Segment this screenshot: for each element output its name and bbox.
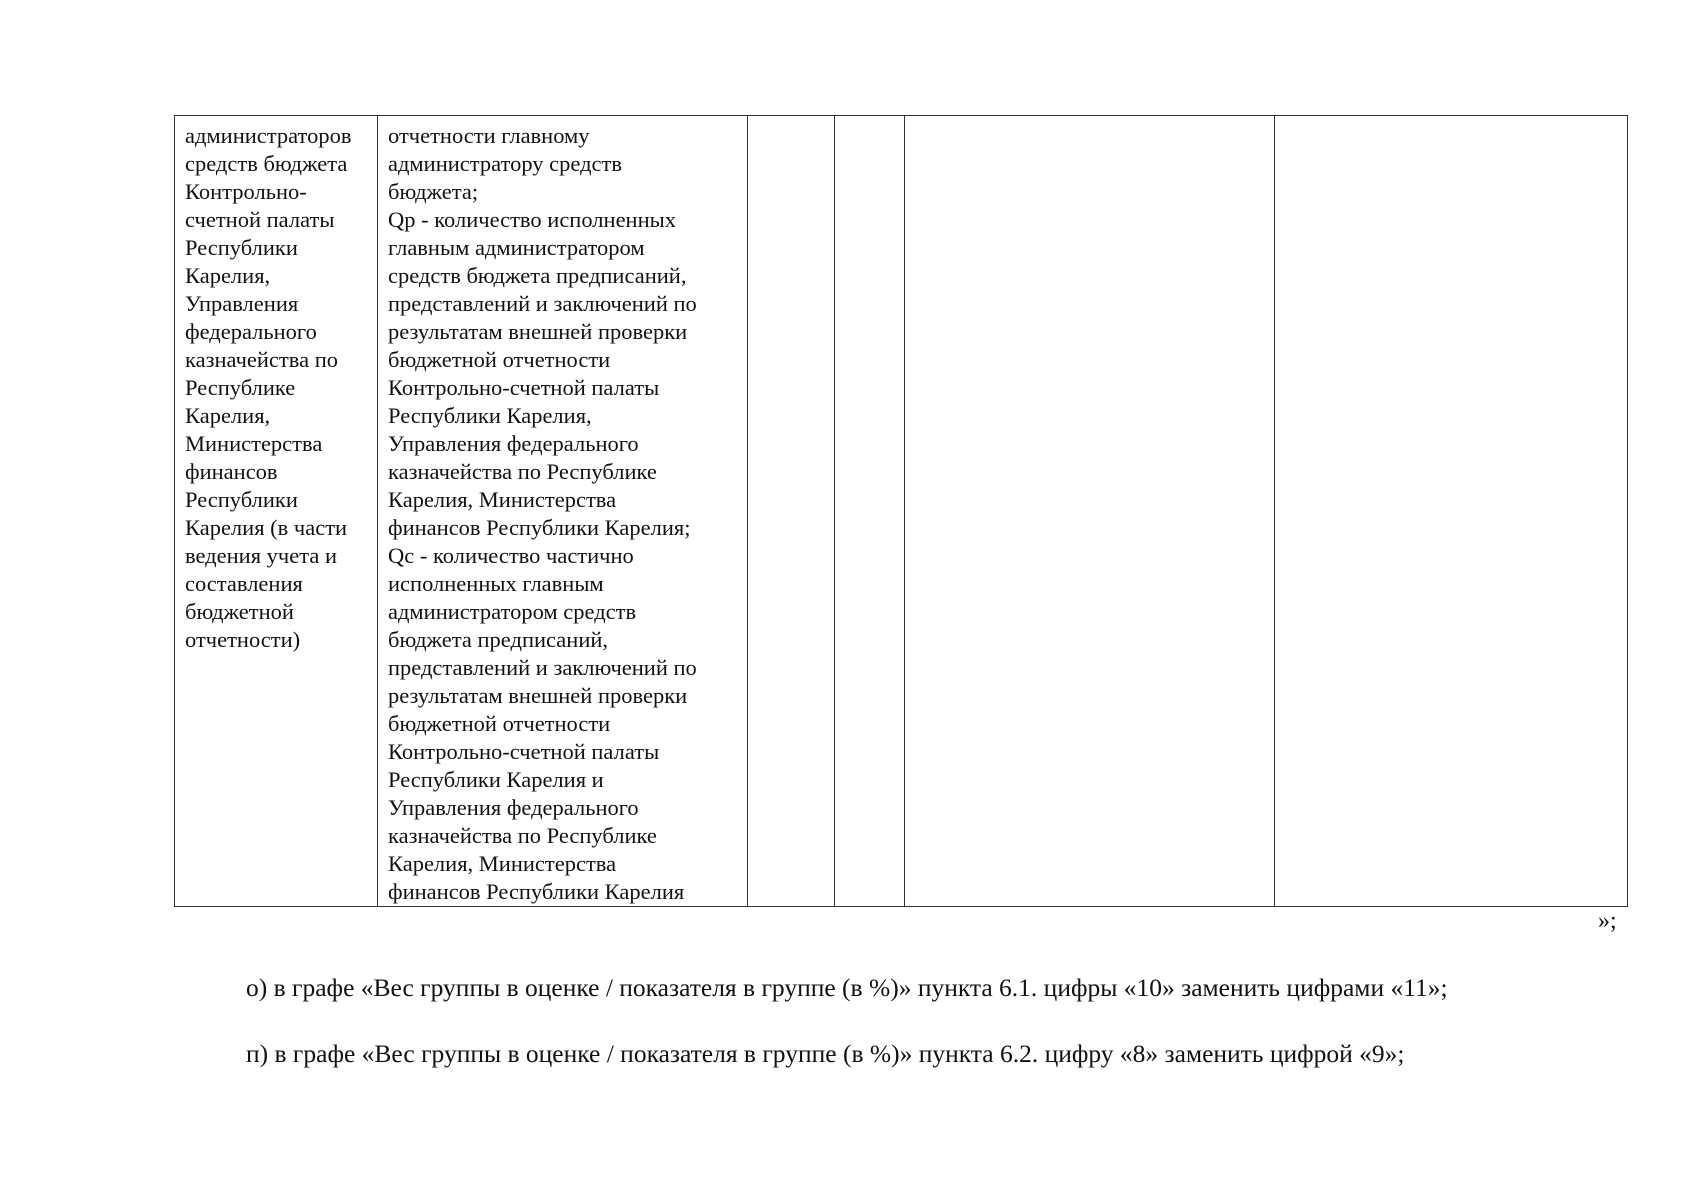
cell-text-line: финансов Республики Карелия [388, 879, 685, 904]
cell-text-line: Республики [185, 235, 298, 260]
cell-text-line: казначейства по Республике [388, 459, 657, 484]
cell-text-line: бюджетной отчетности [388, 347, 611, 372]
cell-formula-description [378, 116, 748, 907]
cell-text-line: составления [185, 571, 303, 596]
cell-text-line: главным администратором [388, 235, 645, 260]
cell-text-line: ведения учета и [185, 543, 337, 568]
cell-text-line: средств бюджета [185, 151, 348, 176]
paragraph-o: о) в графе «Вес группы в оценке / показателя в группе (в %)» пункта 6.1. цифры «10» заменить цифрами «11»; [246, 973, 1448, 1002]
cell-text-line: финансов [185, 459, 278, 484]
cell-text-line: результатам внешней проверки [388, 319, 688, 344]
cell-administrators [175, 116, 378, 907]
cell-text-line: Республике [185, 375, 296, 400]
cell-text-line: Карелия (в части [185, 515, 348, 540]
cell-empty-5 [905, 116, 1275, 907]
cell-text-line: Карелия, [185, 403, 271, 428]
cell-text-line: Министерства [185, 431, 323, 456]
cell-text-line: Карелия, Министерства [388, 487, 617, 512]
cell-text-line: казначейства по [185, 347, 338, 372]
administrators-text [185, 122, 367, 654]
cell-text-line: исполненных главным [388, 571, 604, 596]
cell-text-line: Республики Карелия, [388, 403, 592, 428]
cell-text-line: Карелия, [185, 263, 271, 288]
cell-text-line: администраторов [185, 123, 352, 148]
continuation-table [174, 115, 1628, 907]
paragraph-p: п) в графе «Вес группы в оценке / показателя в группе (в %)» пункта 6.2. цифру «8» заменить цифрой «9»; [246, 1039, 1405, 1068]
cell-text-line: финансов Республики Карелия; [388, 515, 691, 540]
cell-text-line: бюджетной отчетности [388, 711, 611, 736]
cell-text-line: Управления [185, 291, 299, 316]
cell-text-line: представлений и заключений по [388, 655, 697, 680]
closing-quote: »; [1598, 908, 1617, 934]
cell-text-line: бюджетной [185, 599, 294, 624]
cell-text-line: Управления федерального [388, 795, 639, 820]
cell-text-line: бюджета предписаний, [388, 627, 609, 652]
table-row [175, 116, 1628, 907]
cell-empty-4 [835, 116, 905, 907]
cell-text-line: Контрольно- [185, 179, 307, 204]
cell-text-line: представлений и заключений по [388, 291, 697, 316]
cell-text-line: Карелия, Министерства [388, 851, 617, 876]
cell-text-line: Qр - количество исполненных [388, 207, 677, 232]
cell-text-line: Контрольно-счетной палаты [388, 375, 660, 400]
cell-text-line: бюджета; [388, 179, 479, 204]
cell-text-line: Республики [185, 487, 298, 512]
cell-text-line: казначейства по Республике [388, 823, 657, 848]
cell-text-line: администратору средств [388, 151, 622, 176]
cell-text-line: администратором средств [388, 599, 637, 624]
cell-text-line: отчетности) [185, 627, 301, 652]
cell-text-line: счетной палаты [185, 207, 335, 232]
cell-text-line: результатам внешней проверки [388, 683, 688, 708]
formula-description-text [388, 122, 737, 906]
cell-text-line: Qс - количество частично [388, 543, 634, 568]
cell-text-line: Республики Карелия и [388, 767, 604, 792]
cell-text-line: средств бюджета предписаний, [388, 263, 687, 288]
cell-text-line: отчетности главному [388, 123, 590, 148]
cell-text-line: Контрольно-счетной палаты [388, 739, 660, 764]
cell-text-line: федерального [185, 319, 317, 344]
cell-empty-3 [748, 116, 835, 907]
cell-empty-6 [1275, 116, 1628, 907]
cell-text-line: Управления федерального [388, 431, 639, 456]
